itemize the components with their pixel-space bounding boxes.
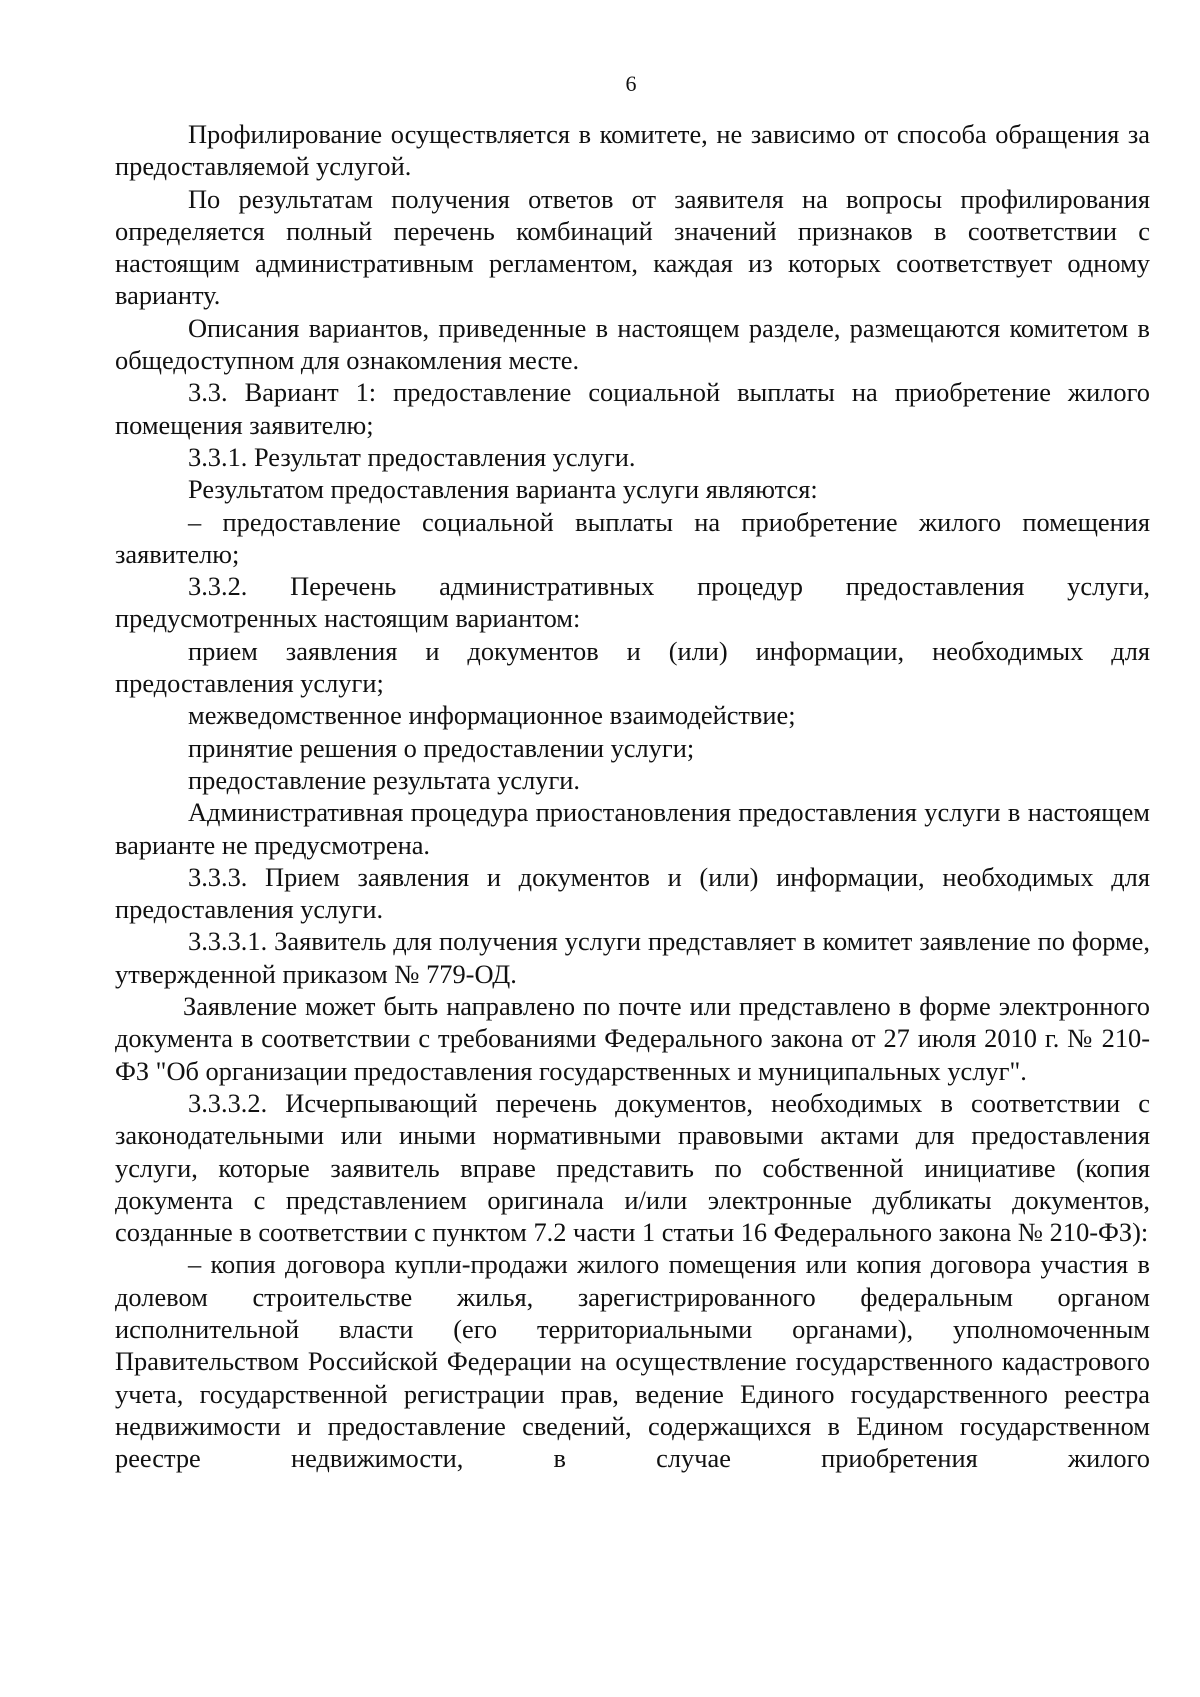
section-heading: 3.3.3. Прием заявления и документов и (или) информации, необходимых для предоставления услуги. [115,861,1150,925]
list-item: – копия договора купли-продажи жилого помещения или копия договора участия в долевом строительстве жилья, зарегистрированного федеральным органом исполнительной власти (его территориальными органами), уполномоченным Правительством Российской Федерации на осуществление государственного кадастрового учета, государственной регистрации прав, ведение Единого государственного реестра недвижимости и предоставление сведений, содержащихся в Едином государственном реестре недвижимости, в случае приобретения жилого [115,1249,1150,1474]
section-heading: 3.3.2. Перечень административных процедур предоставления услуги, предусмотренных настоящим вариантом: [115,571,1150,634]
list-item: предоставление результата услуги. [188,764,581,795]
list-item: – предоставление социальной выплаты на приобретение жилого помещения заявителю; [115,506,1150,569]
section-heading: 3.3.3.2. Исчерпывающий перечень документов, необходимых в соответствии с законодательными или иными нормативными правовыми актами для предоставления услуги, которые заявитель вправе представить по собственной инициативе (копия документа с представлением оригинала и/или электронные дубликаты документов, созданные в соответствии с пунктом 7.2 части 1 статьи 16 Федерального закона № 210-ФЗ): [115,1087,1150,1248]
list-item: принятие решения о предоставлении услуги; [188,732,695,763]
paragraph: Профилирование осуществляется в комитете, не зависимо от способа обращения за предоставляемой услугой. [115,119,1150,182]
section-heading: 3.3.1. Результат предоставления услуги. [188,441,636,472]
paragraph: Описания вариантов, приведенные в настоящем разделе, размещаются комитетом в общедоступном для ознакомления месте. [115,312,1150,376]
section-heading: 3.3.3.1. Заявитель для получения услуги представляет в комитет заявление по форме, утвержденной приказом № 779-ОД. [115,926,1150,989]
paragraph: По результатам получения ответов от заявителя на вопросы профилирования определяется полный перечень комбинаций значений признаков в соответствии с настоящим административным регламентом, каждая из которых соответствует одному варианту. [115,183,1150,311]
paragraph: Заявление может быть направлено по почте или представлено в форме электронного документа в соответствии с требованиями Федерального закона от 27 июля 2010 г. № 210-ФЗ "Об организации предоставления государственных и муниципальных услуг". [115,991,1150,1086]
list-item: прием заявления и документов и (или) информации, необходимых для предоставления услуги; [115,635,1150,699]
paragraph: Административная процедура приостановления предоставления услуги в настоящем варианте не предусмотрена. [115,797,1150,860]
page-number: 6 [625,71,637,96]
section-heading: 3.3. Вариант 1: предоставление социальной выплаты на приобретение жилого помещения заявителю; [115,377,1150,440]
paragraph: Результатом предоставления варианта услуги являются: [188,474,818,505]
document-body [115,118,1150,1474]
list-item: межведомственное информационное взаимодействие; [188,700,796,731]
